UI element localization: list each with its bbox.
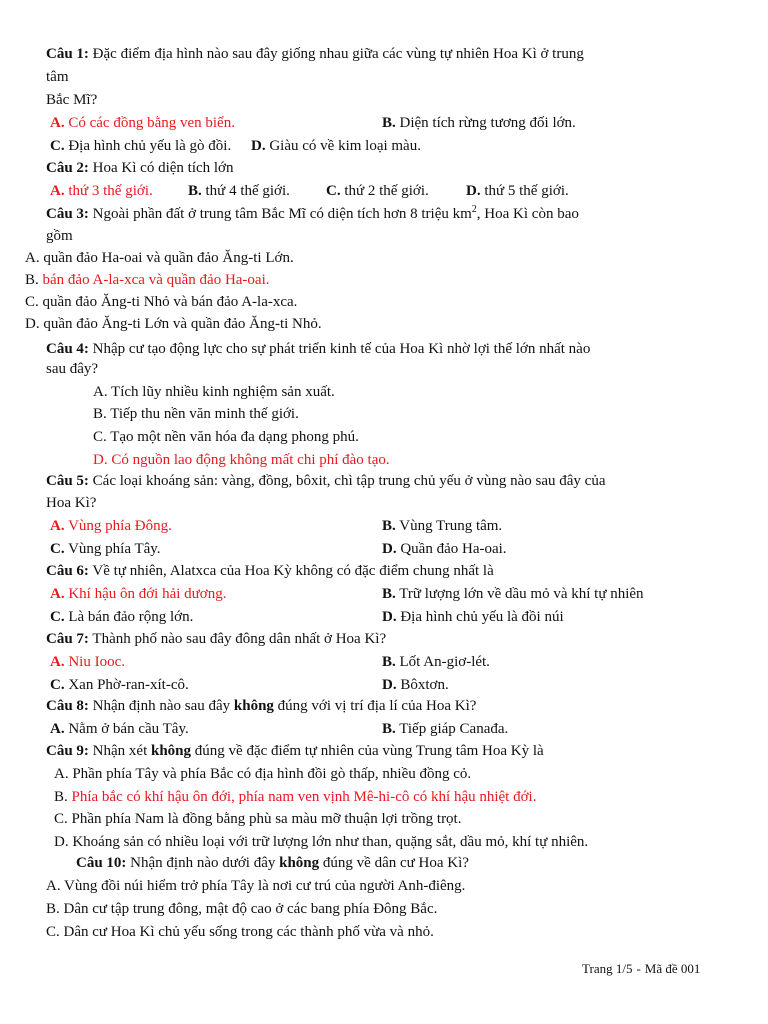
question-4-stem: Câu 4: Nhập cư tạo động lực cho sự phát triển kinh tế của Hoa Kì nhờ lợi thế lớn nhất nào [46,341,591,357]
question-5-option-b: B. Vùng Trung tâm. [382,518,503,534]
question-5-option-d: D. Quần đảo Ha-oai. [382,541,507,557]
question-5-stem-cont: Hoa Kì? [46,495,97,511]
question-6-stem: Câu 6: Về tự nhiên, Alatxca của Hoa Kỳ không có đặc điểm chung nhất là [46,563,494,579]
question-9-option-b: B. Phía bắc có khí hậu ôn đới, phía nam ven vịnh Mê-hi-cô có khí hậu nhiệt đới. [54,789,537,805]
question-3-label: Câu 3: [46,206,89,222]
question-2-option-b: B. thứ 4 thế giới. [188,183,290,199]
question-5-stem: Câu 5: Các loại khoáng sản: vàng, đồng, bôxit, chì tập trung chủ yếu ở vùng nào sau đây của [46,473,606,489]
question-2-option-a: A. thứ 3 thế giới. [50,183,153,199]
question-9-option-d: D. Khoáng sản có nhiều loại với trữ lượng lớn như than, quặng sắt, dầu mỏ, khí tự nhiên. [54,834,589,850]
question-7-stem: Câu 7: Thành phố nào sau đây đông dân nhất ở Hoa Kì? [46,631,387,647]
question-9-option-a: A. Phần phía Tây và phía Bắc có địa hình đồi gò thấp, nhiều đồng cỏ. [54,766,472,782]
question-5-label: Câu 5: [46,473,89,489]
question-3-stem: Câu 3: Ngoài phần đất ở trung tâm Bắc Mĩ có diện tích hơn 8 triệu $km^2$, Hoa Kì còn bao [46,204,579,222]
question-4-option-b: B. Tiếp thu nền văn minh thế giới. [93,406,299,422]
question-7-option-a: A. Niu Iooc. [50,654,125,670]
question-8-option-b: B. Tiếp giáp Canađa. [382,721,509,737]
question-2-stem: Câu 2: Hoa Kì có diện tích lớn [46,160,234,176]
question-6-option-b: B. Trữ lượng lớn về dầu mỏ và khí tự nhiên [382,586,644,602]
question-6-option-d: D. Địa hình chủ yếu là đồi núi [382,609,564,625]
question-4-option-d: D. Có nguồn lao động không mất chi phí đào tạo. [93,452,390,468]
question-8-stem: Câu 8: Nhận định nào sau đây không đúng với vị trí địa lí của Hoa Kì? [46,698,477,714]
question-7-option-c: C. Xan Phờ-ran-xít-cô. [50,677,189,693]
question-1-label: Câu 1: [46,46,89,62]
question-4-option-a: A. Tích lũy nhiều kinh nghiệm sản xuất. [93,384,335,400]
question-1-option-b: B. Diện tích rừng tương đối lớn. [382,115,576,131]
question-7-option-b: B. Lốt An-giơ-lét. [382,654,490,670]
question-4-label: Câu 4: [46,341,89,357]
question-10-option-b: B. Dân cư tập trung đông, mật độ cao ở các bang phía Đông Bắc. [46,901,438,917]
question-6-option-c: C. Là bán đảo rộng lớn. [50,609,194,625]
question-1-option-a: A. Có các đồng bằng ven biển. [50,115,235,131]
question-10-option-c: C. Dân cư Hoa Kì chủ yếu sống trong các thành phố vừa và nhỏ. [46,924,434,940]
question-1-stem-cont: tâm [46,69,69,85]
exam-code: Mã đề 001 [644,961,701,976]
page-number: Trang 1/5 [582,961,633,976]
question-10-option-a: A. Vùng đồi núi hiểm trở phía Tây là nơi cư trú của người Anh-điêng. [46,878,466,894]
question-3-option-d: D. quần đảo Ăng-ti Lớn và quần đảo Ăng-ti Nhỏ. [25,316,322,332]
question-2-option-c: C. thứ 2 thế giới. [326,183,429,199]
question-3-option-c: C. quần đảo Ăng-ti Nhỏ và bán đảo A-la-xca. [25,294,298,310]
question-5-option-c: C. Vùng phía Tây. [50,541,161,557]
question-2-option-d: D. thứ 5 thế giới. [466,183,569,199]
question-2-label: Câu 2: [46,160,89,176]
question-9-label: Câu 9: [46,743,89,759]
question-6-option-a: A. Khí hậu ôn đới hải dương. [50,586,227,602]
question-1-option-d: D. Giàu có về kim loại màu. [251,138,421,154]
question-1-stem-cont-2: Bắc Mĩ? [46,92,98,108]
question-8-option-a: A. Nằm ở bán cầu Tây. [50,721,189,737]
question-1-option-c: C. Địa hình chủ yếu là gò đồi. [50,138,232,154]
question-4-option-c: C. Tạo một nền văn hóa đa dạng phong phú. [93,429,359,445]
footer-separator: - [636,961,641,976]
question-7-label: Câu 7: [46,631,89,647]
question-9-option-c: C. Phần phía Nam là đồng bằng phù sa màu mỡ thuận lợi trồng trọt. [54,811,462,827]
question-8-label: Câu 8: [46,698,89,714]
question-7-option-d: D. Bôxtơn. [382,677,449,693]
question-3-stem-cont: gồm [46,228,73,244]
question-10-label: Câu 10: [76,855,127,871]
question-5-option-a: A. Vùng phía Đông. [50,518,172,534]
question-10-stem: Câu 10: Nhận định nào dưới đây không đúng về dân cư Hoa Kì? [76,855,469,871]
question-3-option-a: A. quần đảo Ha-oai và quần đảo Ăng-ti Lớn. [25,250,294,266]
question-3-option-b: B. bán đảo A-la-xca và quần đảo Ha-oai. [25,272,270,288]
question-9-stem: Câu 9: Nhận xét không đúng về đặc điểm tự nhiên của vùng Trung tâm Hoa Kỳ là [46,743,544,759]
question-6-label: Câu 6: [46,563,89,579]
question-1-stem: Câu 1: Đặc điểm địa hình nào sau đây giống nhau giữa các vùng tự nhiên Hoa Kì ở trung [46,46,584,62]
page-footer [582,960,700,978]
question-4-stem-cont: sau đây? [46,361,99,377]
